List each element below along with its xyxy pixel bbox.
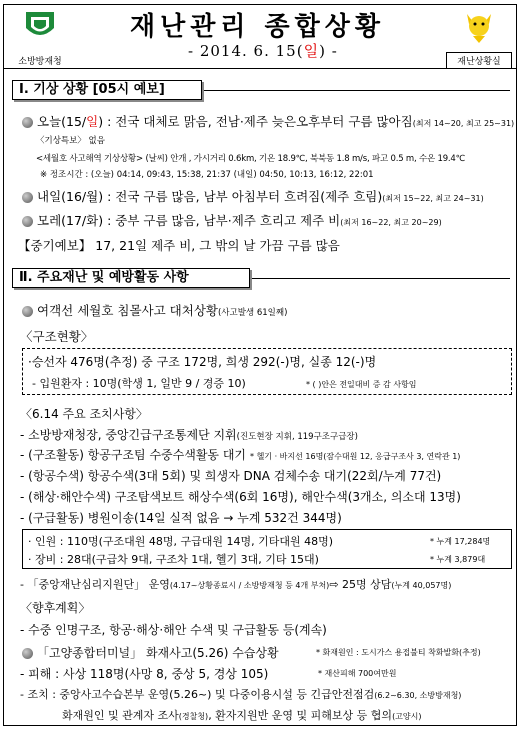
measure-3-note: (고양시) <box>392 712 422 721</box>
equip-line: · 장비 : 28대(구급차 9대, 구조차 1대, 헬기 3대, 기타 15대) <box>28 553 319 566</box>
psych-text: - 「중앙재난심리지원단」 운영 <box>20 578 170 591</box>
fire-damage: * 재산피해 700여만원 <box>318 669 397 678</box>
measure-2-text: 화재원인 및 관계자 조사 <box>62 709 179 722</box>
fire-measure-2 <box>62 707 422 723</box>
date-day: 일 <box>303 42 320 60</box>
goyang-fire <box>22 644 279 661</box>
today-forecast <box>22 112 514 130</box>
staff-line: · 인원 : 110명(구조대원 48명, 구급대원 14명, 기타대원 48명) <box>28 535 334 548</box>
bullet-icon <box>22 216 33 227</box>
nema-logo <box>14 8 66 67</box>
date-prefix: - 2014. 6. 15( <box>188 42 304 60</box>
rescue-heading: 〈구조현황〉 <box>20 329 94 344</box>
today-day: 일 <box>86 114 99 129</box>
sewol-incident <box>22 301 287 319</box>
tide-times: ※ 정조시간 : (오늘) 04:14, 09:43, 15:38, 21:37 (내일) 04:50, 10:13, 16:12, 22:01 <box>40 170 374 180</box>
today-prefix: 오늘(15/ <box>37 114 87 129</box>
tomorrow-text: 내일(16/월) : 전국 구름 많음, 남부 아침부터 흐려짐(제주 흐림) <box>37 189 383 204</box>
nema-emblem-icon <box>23 8 57 42</box>
page-title: 재난관리 종합상황 <box>130 12 385 42</box>
mid-forecast: 【중기예보】 17, 21일 제주 비, 그 밖의 날 가끔 구름 많음 <box>18 238 340 253</box>
measure-1-note: (6.2~6.30, 소방방재청) <box>374 691 462 700</box>
dayafter-temp: (최저 16~22, 최고 20~29) <box>340 218 442 227</box>
measure-2-note: (경찰청) <box>178 712 209 721</box>
dayafter-text: 모레(17/화) : 중부 구름 많음, 남부·제주 흐리고 제주 비 <box>37 213 341 228</box>
rescue-line1: ·승선자 476명(추정) 중 구조 172명, 희생 292(-)명, 실종 12(-)명 <box>28 355 377 369</box>
psych-total: (누계 40,057명) <box>391 581 452 590</box>
sewol-weather: <세월호 사고해역 기상상황> (날씨) 안개 , 가시거리 0.6km, 기온 18.9℃, 북북동 1.8 m/s, 파고 0.5 m, 수온 19.4℃ <box>36 154 465 164</box>
section1-heading: Ⅰ. 기상 상황 [05시 예보] <box>12 80 202 100</box>
right-logo-label: 재난상황실 <box>446 52 512 69</box>
action-1-text: - 소방방재청장, 중앙긴급구조통제단 지휘 <box>20 428 237 442</box>
action-2-text: - (구조활동) 항공구조팀 수중수색활동 대기 <box>20 448 247 462</box>
action-2-note: * 헬기 · 바지선 16명(잠수대원 12, 응급구조사 3, 연락관 1) <box>250 452 461 461</box>
bullet-icon <box>22 306 33 317</box>
incident-note: (사고발생 61일째) <box>217 308 288 318</box>
report-date <box>188 40 338 61</box>
incident-title: 여객선 세월호 침몰사고 대처상황 <box>37 303 218 318</box>
fire-title: 「고양종합터미널」 화재사고(5.26) 수습상황 <box>37 646 279 660</box>
left-logo-label: 소방방재청 <box>18 57 62 67</box>
staff-total: * 누계 17,284명 <box>430 537 491 546</box>
date-suffix: ) - <box>319 42 338 60</box>
bullet-icon <box>22 648 33 659</box>
measure-3-text: , 환자지원반 운영 및 피해보상 등 협의 <box>208 709 393 722</box>
today-temp: (최저 14~20, 최고 25~31) <box>412 119 515 128</box>
actions-heading: 〈6.14 주요 조치사항〉 <box>20 407 148 421</box>
psych-support <box>20 576 451 592</box>
today-text: ) : 전국 대체로 맑음, 전남·제주 늦은오후부터 구름 많아짐 <box>98 114 413 129</box>
tomorrow-forecast <box>22 187 484 205</box>
equip-total: * 누계 3,879대 <box>430 555 486 564</box>
rescue-line2: - 입원환자 : 10명(학생 1, 일반 9 / 경증 10) <box>32 377 246 390</box>
situation-room-logo <box>446 8 512 69</box>
tomorrow-temp: (최저 15~22, 최고 24~31) <box>382 194 484 203</box>
fire-casualty: - 피해 : 사상 118명(사망 8, 중상 5, 경상 105) <box>20 667 269 681</box>
section2-heading: Ⅱ. 주요재난 및 예방활동 사항 <box>12 268 250 288</box>
fire-measure-1 <box>20 686 461 702</box>
bullet-icon <box>22 192 33 203</box>
bullet-icon <box>22 117 33 128</box>
fire-cause: * 화재원인 : 도시가스 용접불티 착화발화(추정) <box>316 648 481 657</box>
measure-1-text: - 조치 : 중앙사고수습본부 운영(5.26~) 및 다중이용시설 등 긴급안전점검 <box>20 688 375 701</box>
plan-1: - 수중 인명구조, 항공·해상·해안 수색 및 구급활동 등(계속) <box>20 623 327 637</box>
header-divider <box>3 68 517 69</box>
mascot-icon <box>459 8 499 44</box>
psych-count: ⇨ 25명 상담 <box>329 578 392 591</box>
weather-warning: 〈기상특보〉 없음 <box>36 136 105 146</box>
section2-rule <box>252 278 510 279</box>
action-5: - (구급활동) 병원이송(14일 실적 없음 → 누계 532건 344명) <box>20 511 342 525</box>
action-3: - (항공수색) 항공수색(3대 5회) 및 희생자 DNA 검체수송 대기(22회/누계 77건) <box>20 469 442 483</box>
psych-period: (4.17~상황종료시 / 소방방재청 등 4개 부처) <box>169 581 330 590</box>
plan-heading: 〈향후계획〉 <box>20 601 91 615</box>
section1-rule <box>204 90 510 91</box>
action-2 <box>20 446 460 463</box>
action-1-note: (진도현장 지휘, 119구조구급장) <box>236 432 358 442</box>
action-1 <box>20 426 358 443</box>
rescue-note: * ( )안은 전일대비 증 감 사항임 <box>306 380 417 389</box>
action-4: - (해상·해안수색) 구조탐색보트 해상수색(6회 16명), 해안수색(3개소, 의소대 13명) <box>20 490 461 504</box>
dayafter-forecast <box>22 211 442 229</box>
